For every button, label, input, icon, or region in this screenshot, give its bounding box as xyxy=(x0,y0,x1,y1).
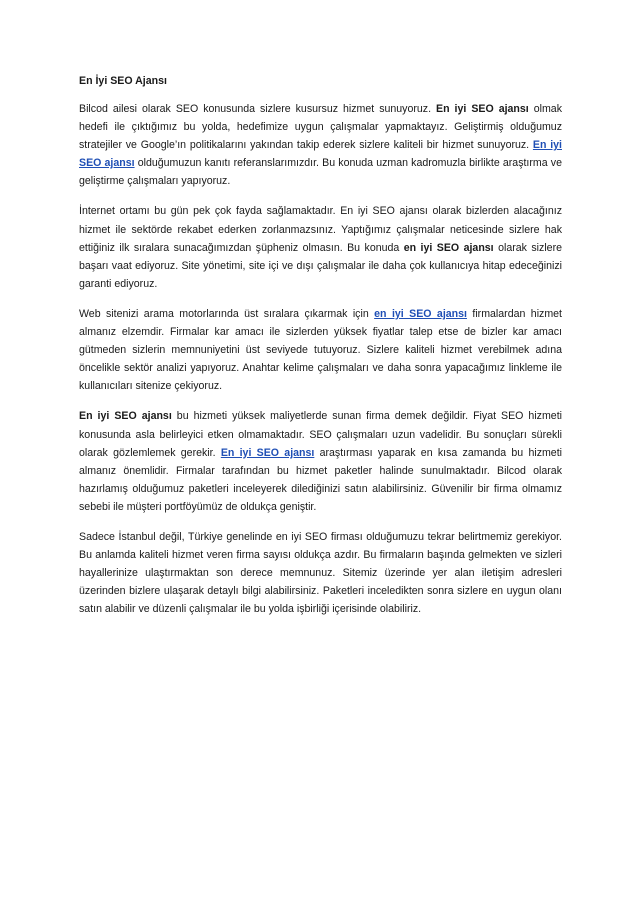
document-page xyxy=(79,72,562,630)
paragraph xyxy=(79,100,562,190)
paragraph-text: olmak hedefi ile çıktığımız bu yolda, hedefimize uygun çalışmalar yapmaktayız. Geliştirmiş olduğumuz stratejiler ve Google’ın politikalarını yakından takip ederek sizlere kaliteli bir hizmet sunuyoruz. xyxy=(79,103,562,152)
bold-keyword: En iyi SEO ajansı xyxy=(79,410,172,423)
paragraph-text: araştırması yaparak en kısa zamanda bu hizmeti almanız önemlidir. Firmalar tarafından bu hizmet paketler halinde sunulmaktadır. Bilcod olarak hazırlamış olduğumuz paketleri inceleyerek dilediğinizi satın alabilirsiniz. Güvenilir bir firma olmamız sebebi ile müşteri portföyümüz de oldukça geniştir. xyxy=(79,446,563,513)
paragraph xyxy=(79,528,562,618)
paragraph-text: Bilcod ailesi olarak SEO konusunda sizlere kusursuz hizmet sunuyoruz. xyxy=(79,103,437,115)
paragraph-text: Sadece İstanbul değil, Türkiye genelinde en iyi SEO firması olduğumuzu tekrar belirtmemiz gerekiyor. Bu anlamda kaliteli hizmet veren firma sayısı oldukça azdır. Bu firmaların başında gelmekten ve sizleri hayallerinize ulaştırmaktan son derece memnunuz. Sitemiz üzerinde yer alan iletişim adresleri üzerinden bizlere ulaşarak detaylı bilgi alabilirsiniz. Paketleri inceledikten sonra sizlere en uygun olanı satın alabilir ve düzenli çalışmalar ile bu yolda işbirliği içerisinde olabiliriz. xyxy=(79,530,562,616)
paragraph-text: olarak sizlere başarı vaat ediyoruz. Site yönetimi, site içi ve dışı çalışmalar ile daha çok kullanıcıya hitap edeceğinizi garanti ediyoruz. xyxy=(79,241,562,290)
paragraph-text: olduğumuzun kanıtı referanslarımızdır. Bu konuda uzman kadromuzla birlikte araştırma ve geliştirme çalışmaları yapıyoruz. xyxy=(79,157,562,188)
paragraph xyxy=(79,202,562,292)
document-body xyxy=(79,100,562,618)
bold-keyword: en iyi SEO ajansı xyxy=(403,241,494,254)
paragraph xyxy=(79,407,562,516)
bold-keyword: En iyi SEO ajansı xyxy=(436,103,529,115)
paragraph-text: bu hizmeti yüksek maliyetlerde sunan firma demek değildir. Fiyat SEO hizmeti konusunda asla belirleyici etken olmamaktadır. SEO çalışmaları uzun vadelidir. Bu sonuçları sürekli olarak gözlemlemek gerekir. xyxy=(79,410,562,459)
paragraph xyxy=(79,305,562,395)
paragraph-text: Web sitenizi arama motorlarında üst sıralara çıkarmak için xyxy=(79,307,375,320)
document-title: En İyi SEO Ajansı xyxy=(79,75,167,87)
seo-agency-link[interactable]: en iyi SEO ajansı xyxy=(374,307,467,320)
seo-agency-link[interactable]: En iyi SEO ajansı xyxy=(79,139,562,170)
paragraph-text: İnternet ortamı bu gün pek çok fayda sağlamaktadır. En iyi SEO ajansı olarak bizlerden alacağınız hizmet ile sektörde rekabet ederken zorlanmazsınız. Yaptığımız çalışmalar neticesinde sizlere hak ettiğiniz ilk sıralara sunacağımızdan şüpheniz olmasın. Bu konuda xyxy=(79,205,562,254)
paragraph-text: firmalardan hizmet almanız elzemdir. Firmalar kar amacı ile sizlerden yüksek fiyatlar talep etse de bizler kar amacı gütmeden sizlerin memnuniyetini üst seviyede tutuyoruz. Sizlere kaliteli hizmet verebilmek adına öncelikle sektör analizi yapıyoruz. Anahtar kelime çalışmaları ve daha sonra yapacağımız linkleme ile kullanıcıları sitenize çekiyoruz. xyxy=(79,307,562,393)
seo-agency-link[interactable]: En iyi SEO ajansı xyxy=(220,446,315,459)
